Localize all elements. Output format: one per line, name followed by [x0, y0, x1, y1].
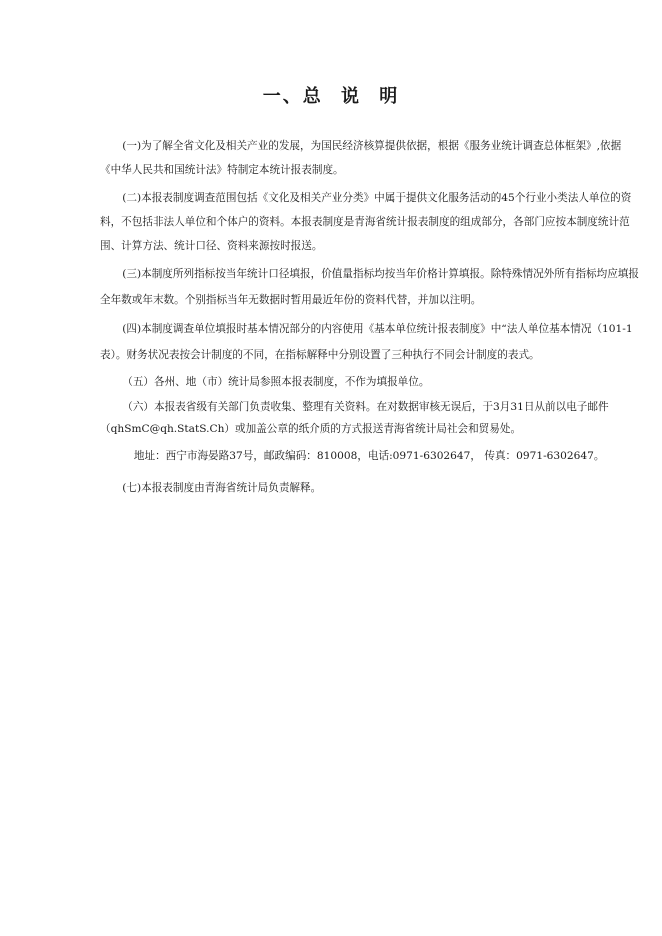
- paragraph-1: (一)为了解全省文化及相关产业的发展，为国民经济核算提供依据，根据《服务业统计调查总体框架》,依据《中华人民共和国统计法》特制定本统计报表制度。: [100, 140, 622, 176]
- paragraph-5: （五）各州、地（市）统计局参照本报表制度，不作为填报单位。: [122, 376, 430, 388]
- paragraph-3: (三)本制度所列指标按当年统计口径填报，价值量指标均按当年价格计算填报。除特殊情况外所有指标均应填报全年数或年末数。个别指标当年无数据时暂用最近年份的资料代替，并加以注明。: [100, 268, 640, 306]
- paragraph-4: (四)本制度调查单位填报时基本情况部分的内容使用《基本单位统计报表制度》中“法人单位基本情况（101-1表）。财务状况表按会计制度的不同，在指标解释中分别设置了三种执行不同会计制度的表式。: [100, 323, 633, 361]
- paragraph-2: (二)本报表制度调查范围包括《文化及相关产业分类》中属于提供文化服务活动的45个行业小类法人单位的资料，不包括非法人单位和个体户的资料。本报表制度是青海省统计报表制度的组成部分，各部门应按本制度统计范围、计算方法、统计口径、资料来源按时报送。: [100, 192, 632, 252]
- page-title: 一、总 说 明: [262, 86, 400, 107]
- contact-line: 地址：西宁市海晏路37号，邮政编码：810008，电话:0971-6302647， 传真：0971-6302647。: [133, 450, 605, 462]
- paragraph-7: (七)本报表制度由青海省统计局负责解释。: [122, 482, 322, 494]
- document-body: [100, 134, 640, 500]
- paragraph-6: （六）本报表省级有关部门负责收集、整理有关资料。在对数据审核无误后，于3月31日从前以电子邮件（qhSmC@qh.StatS.Ch）或加盖公章的纸介质的方式报送青海省统计局社会和贸易处。: [100, 401, 609, 435]
